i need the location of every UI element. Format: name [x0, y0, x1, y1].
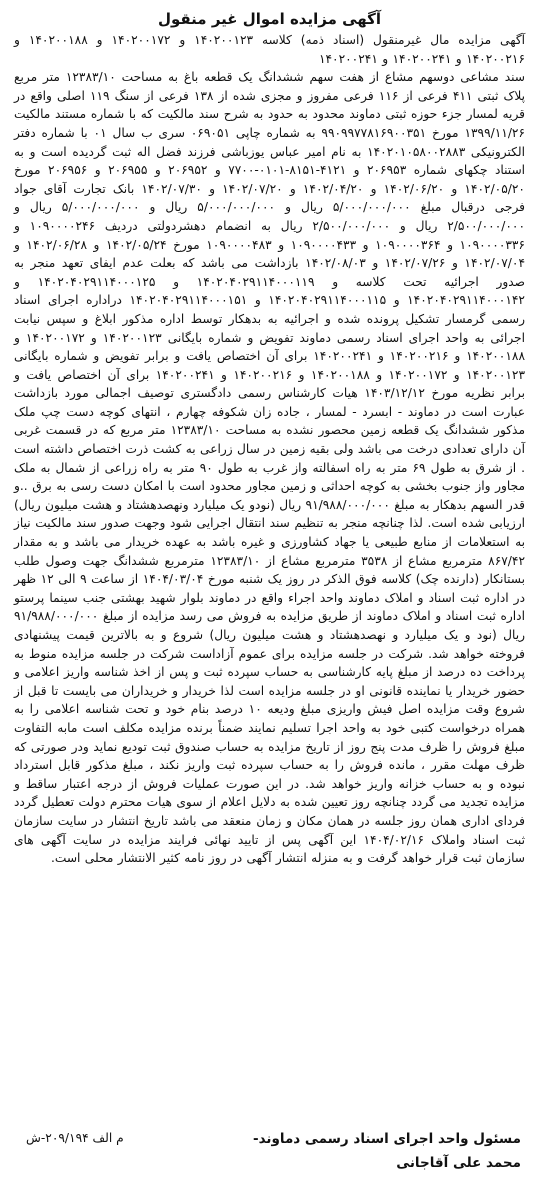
signer-name: محمد علی آقاجانی [396, 1155, 521, 1171]
auction-notice [6, 5, 533, 1185]
notice-body [14, 31, 525, 868]
notice-main-paragraph: سند مشاعی دوسهم مشاع از هفت سهم ششدانگ یک قطعه باغ به مساحت ۱۲۳۸۳/۱۰ متر مربع پلاک ثبتی ۴۱۱ فرعی از ۱۱۶ فرعی مفروز و مجزی شده از ۱۳۸ فرعی از سنگ ۱۱۹ اصلی واقع در قریه لمسار جزء حوزه ثبتی دماوند محدود به حدود به شرح سند مالکیت که با شماره مستند مالکیت ۱۳۹۹/۱۱/۲۶ مورخ ۹۹۰۹۹۷۷۸۱۶۹۰۰۳۵۱ به شماره چاپی ۰۶۹۰۵۱ سری ب سال ۰۱ با شماره دفتر الکترونیکی ۱۴۰۲۰۱۰۵۸۰۰۲۸۸۳ به نام امیر عباس یوزباشی فرزند فضل اله ثبت گردیده است و به استناد چکهای شماره ۲۰۶۹۵۳ و ۴۱۲۱-۸۱۵۱-۰۱۰۱-۷۷۰۰ و ۲۰۶۹۵۲ و ۲۰۶۹۵۵ و ۲۰۶۹۵۶ مورخ ۱۴۰۲/۰۵/۲۰ و ۱۴۰۲/۰۶/۲۰ و ۱۴۰۲/۰۴/۲۰ و ۱۴۰۲/۰۷/۲۰ و ۱۴۰۲/۰۷/۳۰ بانک تجارت آقای جواد فرجی درقبال مبلغ ۵/۰۰۰/۰۰۰/۰۰۰ ریال و ۵/۰۰۰/۰۰۰/۰۰۰ ریال و ۵/۰۰۰/۰۰۰/۰۰۰ ریال و ۲/۵۰۰/۰۰۰/۰۰۰ ریال و ۲/۵۰۰/۰۰۰/۰۰۰ ریال به انضمام دهشردولتی دردیف ۱۰۹۰۰۰۰۲۴۶ و ۱۰۹۰۰۰۰۳۳۶ و ۱۰۹۰۰۰۰۳۶۴ و ۱۰۹۰۰۰۰۴۳۳ و ۱۰۹۰۰۰۰۴۸۳ مورخ ۱۴۰۲/۰۵/۲۴ و ۱۴۰۲/۰۶/۲۸ و ۱۴۰۲/۰۷/۰۴ و ۱۴۰۲/۰۷/۲۶ و ۱۴۰۲/۰۸/۰۳ بازداشت می باشد که بعلت عدم ایفای تعهد منجر به صدور اجرائیه تحت کلاسه و ۱۴۰۲۰۴۰۲۹۱۱۴۰۰۰۱۱۹ و ۱۴۰۲۰۴۰۲۹۱۱۴۰۰۰۱۲۵ و ۱۴۰۲۰۴۰۲۹۱۱۴۰۰۰۱۴۲ و ۱۴۰۲۰۴۰۲۹۱۱۴۰۰۰۱۱۵ و ۱۴۰۲۰۴۰۲۹۱۱۴۰۰۰۱۵۱ دراداره اجرای اسناد رسمی گرمسار تشکیل پرونده شده و اجرائیه به بدهکار توسط اداره مذکور ابلاغ و سپس نیابت اجرائی به واحد اجرای اسناد رسمی دماوند تفویض و شماره بایگانی ۱۴۰۲۰۰۱۲۳ و ۱۴۰۲۰۰۱۷۲ و ۱۴۰۲۰۰۱۸۸ و ۱۴۰۲۰۰۲۱۶ و ۱۴۰۲۰۰۲۴۱ برای آن اختصاص یافت و برابر تفویض و شماره بایگانی ۱۴۰۲۰۰۱۲۳ و ۱۴۰۲۰۰۱۷۲ و ۱۴۰۲۰۰۱۸۸ و ۱۴۰۲۰۰۲۱۶ و ۱۴۰۲۰۰۲۴۱ برای آن اختصاص یافت و برابر نظریه مورخ ۱۴۰۳/۱۲/۱۲ هیات کارشناس رسمی دادگستری توصیف اجمالی مورد بازداشت عبارت است در دماوند - ابسرد - لمسار ، جاده زان شکوفه چهارم ، انتهای کوچه دست چپ ملک مذکور ششدانگ یک قطعه زمین محصور نشده به مساحت ۱۲۳۸۳/۱۰ متر مربع که در قسمت غربی آن دارای تعدادی درخت می باشد ولی بقیه زمین در سال زراعی به کشت ذرت اختصاص داشته است . از شرق به طول ۶۹ متر به راه اسفالته واز غرب به طول ۹۰ متر به راه زراعی از شمال به ملک مجاور واز جنوب بخشی به کوچه احداثی و زمین مجاور محدود است با امکان دست رسی به برق ..و قدر السهم بدهکار به مبلغ ۹۱/۹۸۸/۰۰۰/۰۰۰ ریال (نودو یک میلیارد ونهصدهشتاد و هشت میلیون ریال) ارزیابی شده است. لذا چنانچه منجر به تنظیم سند انتقال اجرایی شود وجهت صدور سند مالکیت نیاز به استعلامات از منابع طبیعی یا جهاد کشاورزی و غیره باشد به عهده خریدار می باشد و به مقدار ۸۶۷/۴۲ مترمربع مشاع از ۳۵۳۸ مترمربع مشاع از ۱۲۳۸۳/۱۰ مترمربع ششدانگ جهت وصول طلب بستانکار (دارنده چک) کلاسه فوق الذکر در روز یک شنبه مورخ ۱۴۰۴/۰۳/۰۴ از ساعت ۹ الی ۱۲ ظهر در اداره ثبت اسناد و املاک دماوند واحد اجراء واقع در دماوند بلوار شهید بهشتی جنب سینما پرستو اداره ثبت اسناد و املاک دماوند از طریق مزایده به فروش می رسد مزایده از مبلغ ۹۱/۹۸۸/۰۰۰/۰۰۰ ریال (نود و یک میلیارد و نهصدهشتاد و هشت میلیون ریال) شروع و به بالاترین قیمت پیشنهادی فروخته خواهد شد. شرکت در جلسه مزایده برای عموم آزاداست شرکت در جلسه مزایده منوط به پرداخت ده درصد از مبلغ پایه کارشناسی به حساب سپرده ثبت و پس از اخذ شناسه واریز اعلامی و حضور خریدار یا نماینده قانونی او در جلسه مزایده است لذا خریدار و خریداران می بایست تا قبل از شروع وقت مزایده اصل فیش واریزی مبلغ ودیعه ۱۰ درصد بنام خود و تحت شناسه اعلامی را به همراه درخواست کتبی خود به واحد اجرا تسلیم نمایند ضمناً برنده مزایده مکلف است مابه التفاوت مبلغ فروش را ظرف مدت پنج روز از تاریخ مزایده به حساب صندوق ثبت تودیع نماید ودر صورتی که ظرف مهلت مقرر ، مانده فروش را به حساب سپرده ثبت واریز نکند ، مبلغ مذکور قابل استرداد نبوده و به حساب خزانه واریز خواهد شد. در این صورت عملیات فروش از درجه اعتبار ساقط و مزایده تجدید می گردد چنانچه روز تعیین شده به دلایل اعلام از سوی هیات محترم دولت تعطیل گردد فردای اداری همان روز جلسه در همان مکان و زمان منعقد می باشد تاریخ انتشار در سایت سازمان ثبت اسناد واملاک ۱۴۰۴/۰۲/۱۶ این آگهی پس از تایید نهائی فرایند مزایده در سایت آگهی های سازمان ثبت قرار خواهد گرفت و به منزله انتشار آگهی در روز نامه کثیر الانتشار محلی است. [14, 70, 526, 866]
notice-heading-line: آگهی مزایده مال غیرمنقول (اسناد ذمه) کلاسه ۱۴۰۲۰۰۱۲۳ و ۱۴۰۲۰۰۱۷۲ و ۱۴۰۲۰۰۱۸۸ و ۱۴۰۲۰۰۲۱۶ و ۱۴۰۲۰۰۲۴۱ و ۱۴۰۲۰۰۲۴۱ [14, 33, 526, 66]
notice-footer [14, 1119, 525, 1179]
notice-title: آگهی مزایده اموال غیر منقول [157, 10, 382, 28]
reference-number: م الف ۲۰۹/۱۹۴-ش [26, 1131, 124, 1145]
signer-title: مسئول واحد اجرای اسناد رسمی دماوند- [253, 1131, 521, 1147]
